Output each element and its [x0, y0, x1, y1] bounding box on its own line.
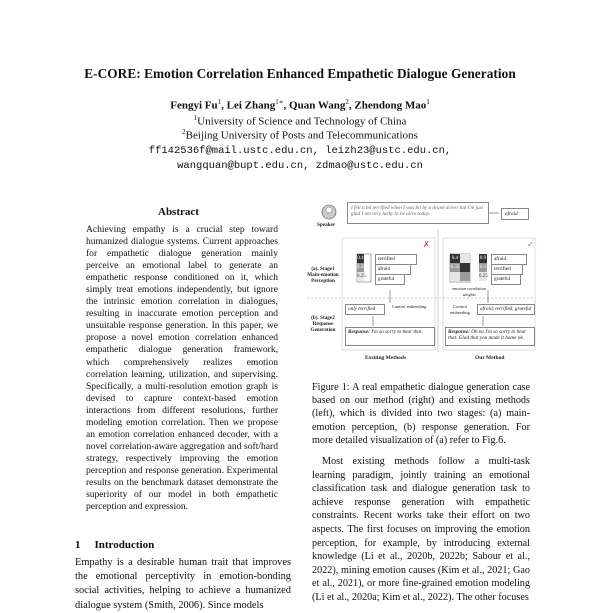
matrix-cell: [460, 272, 470, 281]
body-paragraph: Most existing methods follow a multi-task learning paradigm, jointly training an emotional classification task and dialogue generation task to achieve response generation with empathetic constraints. Recent works take their effort on two aspects. The first focuses on improving the emotion perception, for example, by introducing external knowledge (Li et al., 2020b, 2022b; Sabour et al., 2022), mining emotion causes (Kim et al., 2021; Gao et al., 2021), or more fine-grained emotion modeling (Li et al., 2020a; Kim et al., 2022). The other focuses: [312, 456, 530, 603]
response-label: Response:: [348, 329, 370, 335]
section-number: 1: [75, 539, 81, 551]
introduction-body: Empathy is a desirable human trait that improves the emotional perceptivity in emotion-bonding social activities, helping to achieve a humanized dialogue system (Smith, 2006). Since models: [75, 557, 291, 611]
score-cell: 0.25: [479, 274, 488, 279]
figure-1: [305, 200, 537, 368]
afraid-tag: [501, 208, 529, 220]
stage2-label: (b). Stage2 Response Generation: [310, 315, 336, 333]
author-name: Lei Zhang: [226, 99, 276, 112]
author-affiliation-mark: 2: [345, 98, 349, 106]
score-cell: 0.9: [479, 256, 487, 261]
affiliation-text: Beijing University of Posts and Telecommunications: [185, 129, 418, 142]
author-affiliation-mark: 1∗: [275, 98, 284, 106]
response-content: Oh no I'm so sorry to hear that. Glad that you made it home ok.: [448, 329, 527, 341]
result-tag: [477, 304, 535, 315]
figure-caption: Figure 1: A real empathetic dialogue generation case based on our method (right) and existing methods (left), which is divided into two stages: (a) main-emotion perception, (b) response generation. For more detailed visualization of (a) refer to Fig.6.: [312, 382, 530, 446]
author-list: Fengyi Fu$^1$, Lei Zhang$^{1∗}$, Quan Wang$^2$, Zhendong Mao$^1$: [170, 98, 430, 112]
response-text: [348, 329, 432, 335]
abstract-heading: Abstract: [158, 206, 199, 218]
matrix-cell: 0.35: [450, 265, 460, 270]
control-embedding-label: Control embeeding: [450, 304, 470, 315]
affiliation-mark: 2: [182, 128, 186, 136]
result-text: only terrified: [348, 306, 376, 312]
emotion-label: terrified: [494, 266, 511, 272]
response-content: I'm so sorry to hear that.: [371, 329, 423, 335]
emotion-bar: [491, 274, 521, 285]
emotion-label: afraid: [494, 256, 507, 262]
author-affiliation-mark: 1: [217, 98, 222, 106]
speaker-label: Speaker: [317, 222, 336, 228]
left-panel-title: Exsiting Methods: [365, 355, 407, 361]
matrix-cell: 0.4: [357, 256, 364, 261]
emotion-label: grateful: [378, 276, 395, 282]
emotion-label: grateful: [494, 276, 511, 282]
author-name: Zhendong Mao: [354, 99, 427, 112]
emotion-bar: [375, 274, 405, 285]
abstract-body: Achieving empathy is a crucial step toward humanized dialogue systems. Current approaches for empathetic dialogue generation mainly perceive an emotional label to generate an empathetic response conditioned on it, which simply treat emotions independently, but ignore the intrinsic emotion correlation in dialogues, resulting in inaccurate emotion perception and unsuitable response generation. In this paper, we propose a novel emotion correlation enhanced empathetic dialogue generation framework, which comprehensively realizes emotion correlation learning, utilization, and supervising. Specifically, a multi-resolution emotion graph is devised to capture context-based emotion interactions from different resolutions, further modeling emotion correlation. Then we propose an emotion correlation enhanced decoder, with a novel correlation-aware aggregation and soft/hard strategy, respectively improving the emotion perception and response generation. Experimental results on the benchmark dataset demonstrate the superiority of our model in both empathetic perception and expression.: [86, 224, 278, 513]
author-affiliation-mark: 1: [426, 98, 430, 106]
affiliation-text: University of Science and Technology of China: [197, 115, 407, 128]
emotion-label: afraid: [378, 266, 391, 272]
response-box: [445, 327, 535, 346]
matrix-cell: [460, 254, 470, 263]
matrix-cell: 0.25: [357, 274, 366, 279]
stage1-label: (a). Stage1 Main-emotion Perception: [307, 266, 339, 284]
response-text: [448, 329, 532, 341]
right-panel-title: Our Method: [475, 355, 505, 361]
affiliation: [40, 128, 560, 142]
email-line: ff142536f@mail.ustc.edu.cn, leizh23@ustc.edu.cn,: [148, 145, 452, 157]
emotion-label: terrified: [378, 256, 395, 262]
affiliation-mark: 1: [193, 114, 198, 122]
matrix-cell: [460, 263, 470, 272]
response-box: [345, 327, 435, 346]
paper-title: E-CORE: Emotion Correlation Enhanced Empathetic Dialogue Generation: [84, 66, 516, 81]
control-embedding-label: Control embeeding: [391, 304, 427, 309]
response-label: Response:: [448, 329, 470, 335]
result-tag: [345, 304, 385, 315]
matrix-cell: 0.35: [357, 265, 366, 270]
result-text: afraid, terrified, grateful: [480, 306, 532, 312]
utterance-text: I felt a bit terrified when I was hit by a drunk driver but I'm just glad I am very lucky to be alive today.: [351, 205, 484, 217]
section-title: Introduction: [94, 539, 155, 551]
afraid-tag-text: afraid: [505, 211, 518, 217]
author-name: Fengyi Fu: [170, 99, 218, 112]
affiliation: [40, 114, 560, 128]
speaker-face-icon: [326, 207, 332, 213]
correlation-weights-label: emotion correlation weights: [452, 286, 486, 297]
score-cell: 0.3: [479, 265, 487, 270]
author-name: Quan Wang: [289, 99, 346, 112]
email-line: wangquan@bupt.edu.cn, zdmao@ustc.edu.cn: [177, 160, 423, 172]
cross-mark-icon: ✗: [423, 240, 430, 249]
matrix-cell: 0.4: [451, 256, 459, 261]
check-mark-icon: ✓: [527, 240, 534, 249]
matrix-cell: [450, 272, 460, 281]
section-heading: [75, 539, 154, 551]
utterance-box: [347, 202, 489, 224]
